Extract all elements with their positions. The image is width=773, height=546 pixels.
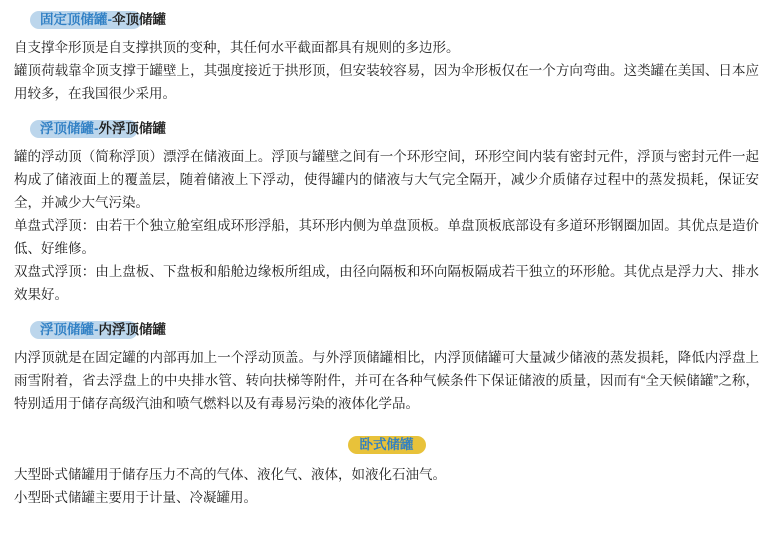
section-heading [14,119,759,139]
paragraph: 自支撑伞形顶是自支撑拱顶的变种，其任何水平截面都具有规则的多边形。 [14,40,460,55]
section-floating-roof-internal [14,320,759,415]
heading-text [32,12,166,27]
paragraph: 双盘式浮顶：由上盘板、下盘板和船舱边缘板所组成，由径向隔板和环向隔板隔成若干独立的环形舱。其优点是浮力大、排水效果好。 [14,264,759,302]
heading-text-separator: - [107,12,112,27]
paragraph: 单盘式浮顶：由若干个独立舱室组成环形浮船，其环形内侧为单盘顶板。单盘顶板底部设有多道环形钢圈加固。其优点是造价低、好维修。 [14,218,759,256]
heading-text [32,121,166,136]
section-heading-centered [14,435,759,455]
heading-text-secondary: 伞顶储罐 [112,12,166,27]
paragraph: 内浮顶就是在固定罐的内部再加上一个浮动顶盖。与外浮顶储罐相比，内浮顶储罐可大量减少储液的蒸发损耗，降低内浮盘上雨雪附着，省去浮盘上的中央排水管、转向扶梯等附件，并可在各种气候条件下保证储液的质量，因而有“全天候储罐”之称，特别适用于储存高级汽油和喷气燃料以及有毒易污染的液体化学品。 [14,350,759,411]
heading-text-primary: 浮顶储罐 [40,121,94,136]
section-floating-roof-external [14,119,759,306]
section-heading [14,320,759,340]
heading-text-secondary: 内浮顶储罐 [98,322,166,337]
paragraph: 罐的浮动顶（简称浮顶）漂浮在储液面上。浮顶与罐壁之间有一个环形空间，环形空间内装有密封元件，浮顶与密封元件一起构成了储液面上的覆盖层，随着储液上下浮动，使得罐内的储液与大气完全隔开，减少介质储存过程中的蒸发损耗，保证安全，并减少大气污染。 [14,149,759,210]
heading-text-separator: - [94,322,99,337]
heading-text-secondary: 外浮顶储罐 [98,121,166,136]
heading-text: 卧式储罐 [359,437,414,452]
heading-text-separator: - [94,121,99,136]
section-fixed-roof-umbrella [14,10,759,105]
heading-text-primary: 固定顶储罐 [40,12,108,27]
section-horizontal-tank [14,435,759,509]
paragraph: 罐顶荷载靠伞顶支撑于罐壁上，其强度接近于拱形顶，但安装较容易，因为伞形板仅在一个方向弯曲。这类罐在美国、日本应用较多，在我国很少采用。 [14,63,759,101]
section-heading [14,10,759,30]
paragraph: 小型卧式储罐主要用于计量、冷凝罐用。 [14,490,257,505]
heading-text [32,322,166,337]
paragraph: 大型卧式储罐用于储存压力不高的气体、液化气、液体，如液化石油气。 [14,467,446,482]
heading-text-primary: 浮顶储罐 [40,322,94,337]
